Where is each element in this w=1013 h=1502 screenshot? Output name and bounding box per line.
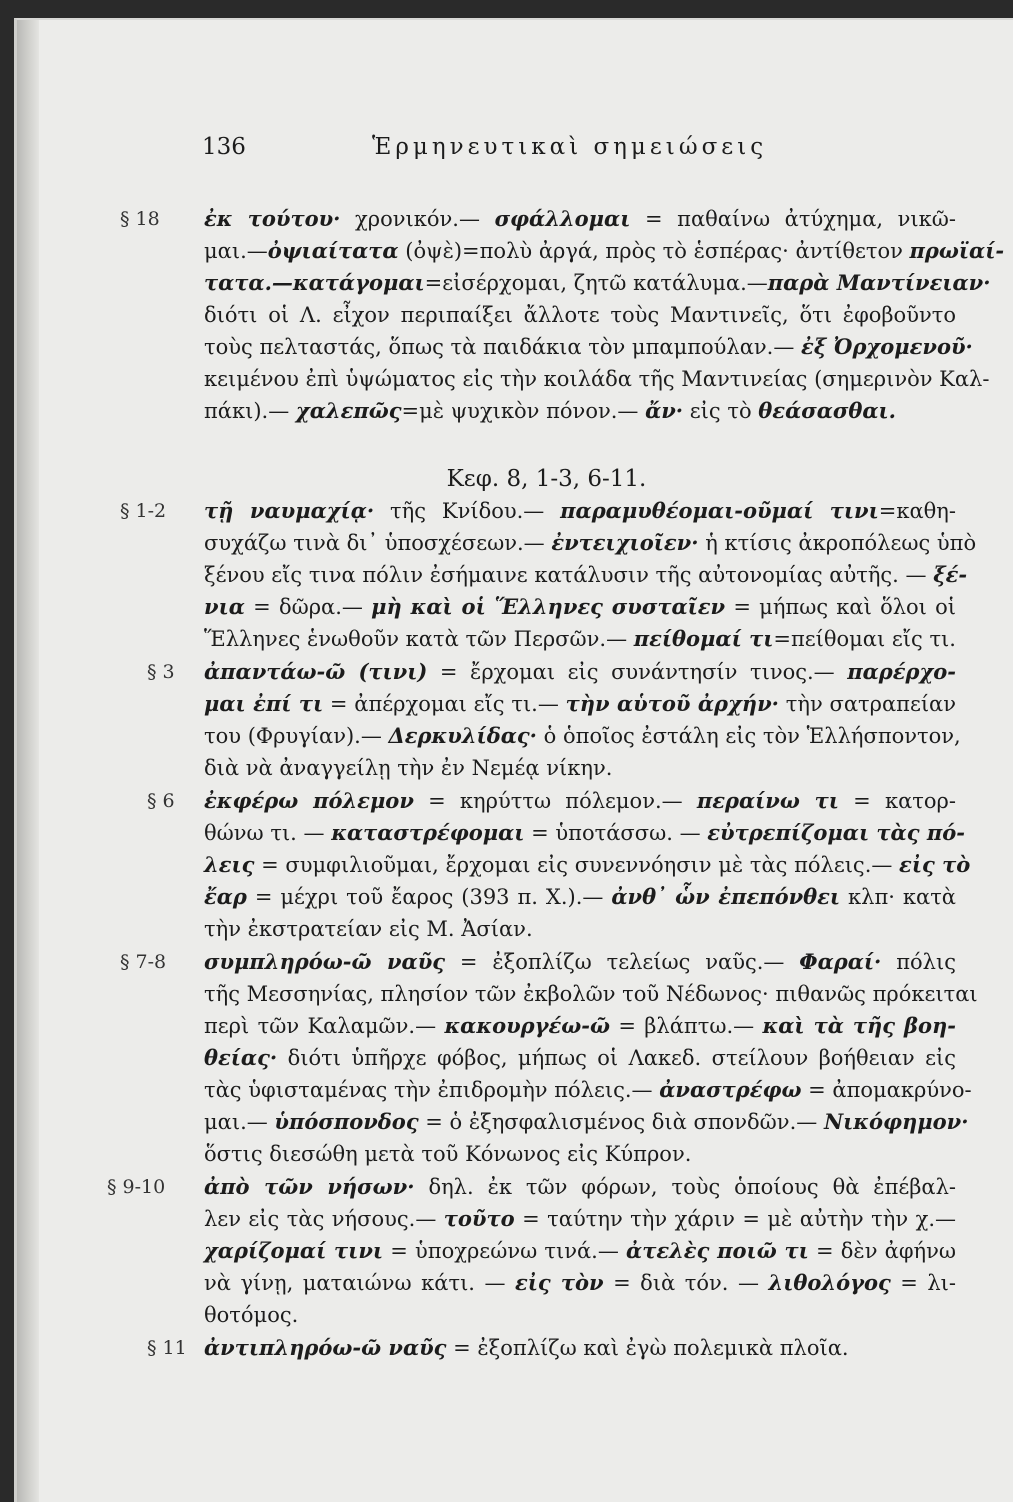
text-line: διὰ νὰ ἀναγγείλῃ τὴν ἐν Νεμέᾳ νίκην. [204, 756, 613, 780]
text-line: ἀπαντάω-ῶ (τινι) = ἔρχομαι εἰς συνάντησίν τινος.— παρέρχο- [204, 659, 956, 684]
text-line: μαι.—ὀψιαίτατα (ὀψὲ)=πολὺ ἀργά, πρὸς τὸ ἑσπέρας· ἀντίθετον πρωϊαί- [204, 238, 1005, 263]
text-line: λεν εἰς τὰς νήσους.— τοῦτο = ταύτην τὴν χάριν = μὲ αὐτὴν τὴν χ.— [204, 1206, 956, 1231]
section-text [204, 1171, 956, 1331]
text-line: τοὺς πελταστάς, ὅπως τὰ παιδάκια τὸν μπαμπούλαν.— ἐξ Ὀρχομενοῦ· [204, 334, 973, 359]
section-text [204, 1332, 956, 1364]
text-line: τῇ ναυμαχίᾳ· τῆς Κνίδου.— παραμυθέομαι-οῦμαί τινι=καθη- [204, 498, 956, 523]
running-title: Ἑρμηνευτικαὶ σημειώσεις [372, 134, 768, 160]
chapter-heading: Κεφ. 8, 1-3, 6-11. [446, 466, 647, 492]
text-line: διότι οἱ Λ. εἶχον περιπαίξει ἄλλοτε τοὺς Μαντινεῖς, ὅτι ἐφοβοῦντο [204, 303, 956, 327]
section-label: § 1-2 [120, 500, 167, 522]
text-line: τατα.—κατάγομαι=εἰσέρχομαι, ζητῶ κατάλυμα.—παρὰ Μαντίνειαν· [204, 270, 991, 295]
text-line: συμπληρόω-ῶ ναῦς = ἐξοπλίζω τελείως ναῦς.— Φαραί· πόλις [204, 949, 956, 974]
text-line: ἐκφέρω πόλεμον = κηρύττω πόλεμον.— περαίνω τι = κατορ- [204, 788, 956, 813]
section-label: § 18 [120, 208, 160, 230]
text-line: χαρίζομαί τινι = ὑποχρεώνω τινά.— ἀτελὲς ποιῶ τι = δὲν ἀφήνω [204, 1238, 956, 1263]
section-text [204, 946, 978, 1170]
text-line: τῆς Μεσσηνίας, πλησίον τῶν ἐκβολῶν τοῦ Νέδωνος· πιθανῶς πρόκειται [204, 982, 978, 1006]
text-line: μαι.— ὑπόσπονδος = ὁ ἐξησφαλισμένος διὰ σπονδῶν.— Νικόφημον· [204, 1109, 969, 1134]
text-line: ἀντιπληρόω-ῶ ναῦς = ἐξοπλίζω καὶ ἐγὼ πολεμικὰ πλοῖα. [204, 1335, 849, 1360]
text-line: κειμένου ἐπὶ ὑψώματος εἰς τὴν κοιλάδα τῆς Μαντινείας (σημερινὸν Καλ- [204, 367, 990, 391]
section-text [204, 656, 961, 784]
text-line: μαι ἐπί τι = ἀπέρχομαι εἴς τι.— τὴν αὑτοῦ ἀρχήν· τὴν σατραπείαν [204, 691, 957, 716]
text-line: τὰς ὑφισταμένας τὴν ἐπιδρομὴν πόλεις.— ἀναστρέφω = ἀπομακρύνο- [204, 1077, 972, 1102]
text-line: θείας· διότι ὑπῆρχε φόβος, μήπως οἱ Λακεδ. στείλουν βοήθειαν εἰς [204, 1045, 956, 1070]
text-line: ἔαρ = μέχρι τοῦ ἔαρος (393 π. Χ.).— ἀνθ᾽ ὧν ἐπεπόνθει κλπ· κατὰ [204, 884, 956, 909]
text-line: τὴν ἐκστρατείαν εἰς Μ. Ἀσίαν. [204, 917, 533, 941]
page-header [202, 134, 972, 174]
text-line: συχάζω τινὰ δι᾽ ὑποσχέσεων.— ἐντειχιοῖεν· ἡ κτίσις ἀκροπόλεως ὑπὸ [204, 530, 977, 555]
text-line: νια = δῶρα.— μὴ καὶ οἱ Ἕλληνες συσταῖεν = μήπως καὶ ὅλοι οἱ [204, 594, 956, 619]
text-line: θώνω τι. — καταστρέφομαι = ὑποτάσσω. — εὐτρεπίζομαι τὰς πό- [204, 820, 965, 845]
text-line: λεις = συμφιλιοῦμαι, ἔρχομαι εἰς συνεννόησιν μὲ τὰς πόλεις.— εἰς τὸ [204, 852, 971, 877]
section-label: § 11 [147, 1337, 187, 1359]
section-label: § 3 [147, 661, 175, 683]
section-label: § 7-8 [120, 951, 167, 973]
text-line: Ἕλληνες ἑνωθοῦν κατὰ τῶν Περσῶν.— πείθομαί τι=πείθομαι εἴς τι. [204, 626, 956, 651]
section-label: § 6 [147, 790, 175, 812]
text-line: περὶ τῶν Καλαμῶν.— κακουργέω-ῶ = βλάπτω.— καὶ τὰ τῆς βοη- [204, 1013, 956, 1038]
book-page [14, 18, 1013, 1502]
text-line: ὅστις διεσώθη μετὰ τοῦ Κόνωνος εἰς Κύπρον. [204, 1142, 692, 1166]
text-line: ἀπὸ τῶν νήσων· δηλ. ἐκ τῶν φόρων, τοὺς ὁποίους θὰ ἐπέβαλ- [204, 1174, 956, 1199]
section-text [204, 785, 971, 945]
text-line: ἐκ τούτου· χρονικόν.— σφάλλομαι = παθαίνω ἀτύχημα, νικῶ- [204, 206, 956, 231]
page-number: 136 [202, 134, 246, 160]
text-line: θοτόμος. [204, 1303, 299, 1327]
text-line: του (Φρυγίαν).— Δερκυλίδας· ὁ ὁποῖος ἐστάλη εἰς τὸν Ἑλλήσποντον, [204, 723, 961, 748]
text-line: νὰ γίνῃ, ματαιώνω κάτι. — εἰς τὸν = διὰ τόν. — λιθολόγος = λι- [204, 1270, 957, 1295]
text-line: ξένου εἴς τινα πόλιν ἐσήμαινε κατάλυσιν τῆς αὐτονομίας αὐτῆς. — ξέ- [204, 562, 968, 587]
section-text [204, 495, 977, 655]
page-edge [17, 20, 39, 1502]
section-label: § 9-10 [107, 1176, 166, 1198]
section-text [204, 203, 1005, 427]
text-line: πάκι).— χαλεπῶς=μὲ ψυχικὸν πόνον.— ἄν· εἰς τὸ θεάσασθαι. [204, 398, 896, 423]
